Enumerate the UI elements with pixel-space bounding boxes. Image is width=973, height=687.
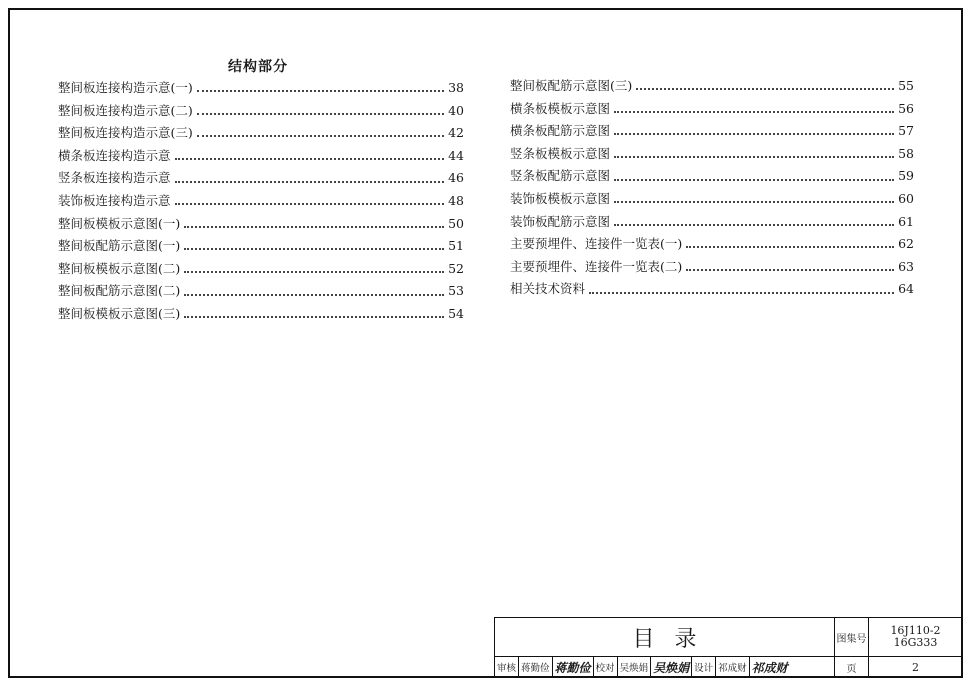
toc-entry-page: 52: [448, 260, 464, 276]
dot-leader: [175, 181, 444, 183]
toc-entry-title: 竖条板配筋示意图: [510, 168, 611, 184]
toc-entry-page: 44: [448, 147, 464, 163]
toc-entry-page: 53: [448, 283, 464, 299]
toc-entry-page: 38: [448, 80, 464, 95]
signature-handwritten: 祁成财: [751, 660, 788, 675]
signature-handwritten: 蒋勤俭: [553, 657, 594, 677]
signature-text: 设计: [692, 657, 716, 677]
toc-entry-page: 50: [448, 215, 464, 231]
toc-right-entry: [510, 279, 914, 302]
toc-entry-title: 整间板模板示意图(三): [58, 305, 181, 321]
toc-entry-page: 63: [898, 258, 914, 274]
page-label: 页: [835, 657, 869, 677]
toc-right-entry: [510, 234, 914, 257]
atlas-number-value: [869, 618, 962, 657]
title-block-title: 目录: [495, 618, 835, 657]
toc-entry-title: 整间板配筋示意图(一): [58, 238, 181, 254]
toc-left-entry: [58, 78, 464, 101]
dot-leader: [184, 294, 444, 296]
toc-entry-title: 竖条板连接构造示意: [58, 170, 171, 186]
dot-leader: [614, 133, 894, 135]
toc-right-entry: [510, 166, 914, 189]
dot-leader: [184, 248, 444, 250]
toc-entry-page: 40: [448, 102, 464, 118]
dot-leader: [614, 111, 894, 113]
toc-entry-page: 46: [448, 170, 464, 186]
toc-right-entry: [510, 189, 914, 212]
toc-right-entry: [510, 257, 914, 280]
toc-entry-title: 主要预埋件、连接件一览表(二): [510, 258, 683, 274]
toc-entry-title: 装饰板配筋示意图: [510, 213, 611, 229]
toc-entry-title: 横条板模板示意图: [510, 100, 611, 116]
toc-entry-page: 64: [898, 281, 914, 297]
dot-leader: [686, 269, 894, 271]
toc-entry-title: 装饰板模板示意图: [510, 190, 611, 206]
toc-entry-page: 61: [898, 213, 914, 229]
toc-entry-page: 54: [448, 305, 464, 321]
toc-entry-title: 竖条板模板示意图: [510, 145, 611, 161]
toc-entry-page: 48: [448, 192, 464, 208]
toc-entry-title: 整间板连接构造示意(三): [58, 125, 193, 141]
toc-left-entry: [58, 168, 464, 191]
dot-leader: [197, 135, 444, 137]
toc-right-entry: [510, 144, 914, 167]
dot-leader: [184, 316, 444, 318]
toc-entry-page: 42: [448, 125, 464, 141]
dot-leader: [614, 179, 894, 181]
toc-entry-title: 整间板模板示意图(二): [58, 260, 181, 276]
toc-entry-title: 横条板配筋示意图: [510, 123, 611, 139]
signature-text: 蒋勤俭: [519, 657, 553, 677]
atlas-number-label: 图集号: [835, 618, 869, 657]
toc-entry-page: 58: [898, 145, 914, 161]
signature-text: 祁成财: [716, 657, 750, 677]
toc-entry-title: 整间板连接构造示意(一): [58, 80, 193, 95]
signature-text: 审核: [495, 657, 519, 677]
dot-leader: [614, 201, 894, 203]
dot-leader: [636, 88, 894, 90]
section-title: 结构部分: [228, 59, 288, 75]
toc-entry-page: 51: [448, 238, 464, 254]
toc-entry-page: 56: [898, 100, 914, 116]
signature-row: [495, 657, 835, 677]
toc-entry-page: 59: [898, 168, 914, 184]
toc-entry-title: 整间板配筋示意图(三): [510, 78, 633, 93]
signature-handwritten: 吴焕娟: [651, 657, 692, 677]
atlas-number-1: 16J110-2: [890, 624, 941, 637]
toc-entry-title: 整间板配筋示意图(二): [58, 283, 181, 299]
dot-leader: [197, 90, 444, 92]
dot-leader: [197, 113, 444, 115]
toc-left-entry: [58, 101, 464, 124]
dot-leader: [175, 158, 444, 160]
toc-entry-title: 整间板连接构造示意(二): [58, 102, 193, 118]
toc-left-entry: [58, 146, 464, 169]
toc-entry-page: 57: [898, 123, 914, 139]
toc-right-entry: [510, 76, 914, 99]
toc-right-column: [510, 76, 914, 302]
toc-left-column: [58, 78, 464, 327]
signature-text: 吴焕娟: [618, 657, 652, 677]
toc-right-entry: [510, 212, 914, 235]
toc-left-entry: [58, 304, 464, 327]
title-block: [494, 617, 963, 678]
toc-left-entry: [58, 123, 464, 146]
dot-leader: [686, 246, 894, 248]
dot-leader: [184, 271, 444, 273]
toc-entry-title: 主要预埋件、连接件一览表(一): [510, 236, 683, 252]
toc-left-entry: [58, 214, 464, 237]
toc-left-entry: [58, 281, 464, 304]
toc-right-entry: [510, 121, 914, 144]
toc-left-entry: [58, 191, 464, 214]
toc-entry-title: 相关技术资料: [510, 281, 586, 297]
atlas-number-2: 16G333: [893, 636, 938, 649]
signature-text: 校对: [594, 657, 618, 677]
toc-entry-page: 55: [898, 78, 914, 93]
page-number: 2: [912, 660, 919, 674]
toc-left-entry: [58, 236, 464, 259]
dot-leader: [184, 226, 444, 228]
toc-entry-title: 装饰板连接构造示意: [58, 192, 171, 208]
toc-entry-page: 62: [898, 236, 914, 252]
toc-entry-title: 横条板连接构造示意: [58, 147, 171, 163]
dot-leader: [614, 224, 894, 226]
toc-entry-title: 整间板模板示意图(一): [58, 215, 181, 231]
toc-left-entry: [58, 259, 464, 282]
dot-leader: [614, 156, 894, 158]
dot-leader: [175, 203, 444, 205]
dot-leader: [589, 292, 894, 294]
toc-entry-page: 60: [898, 190, 914, 206]
toc-right-entry: [510, 99, 914, 122]
